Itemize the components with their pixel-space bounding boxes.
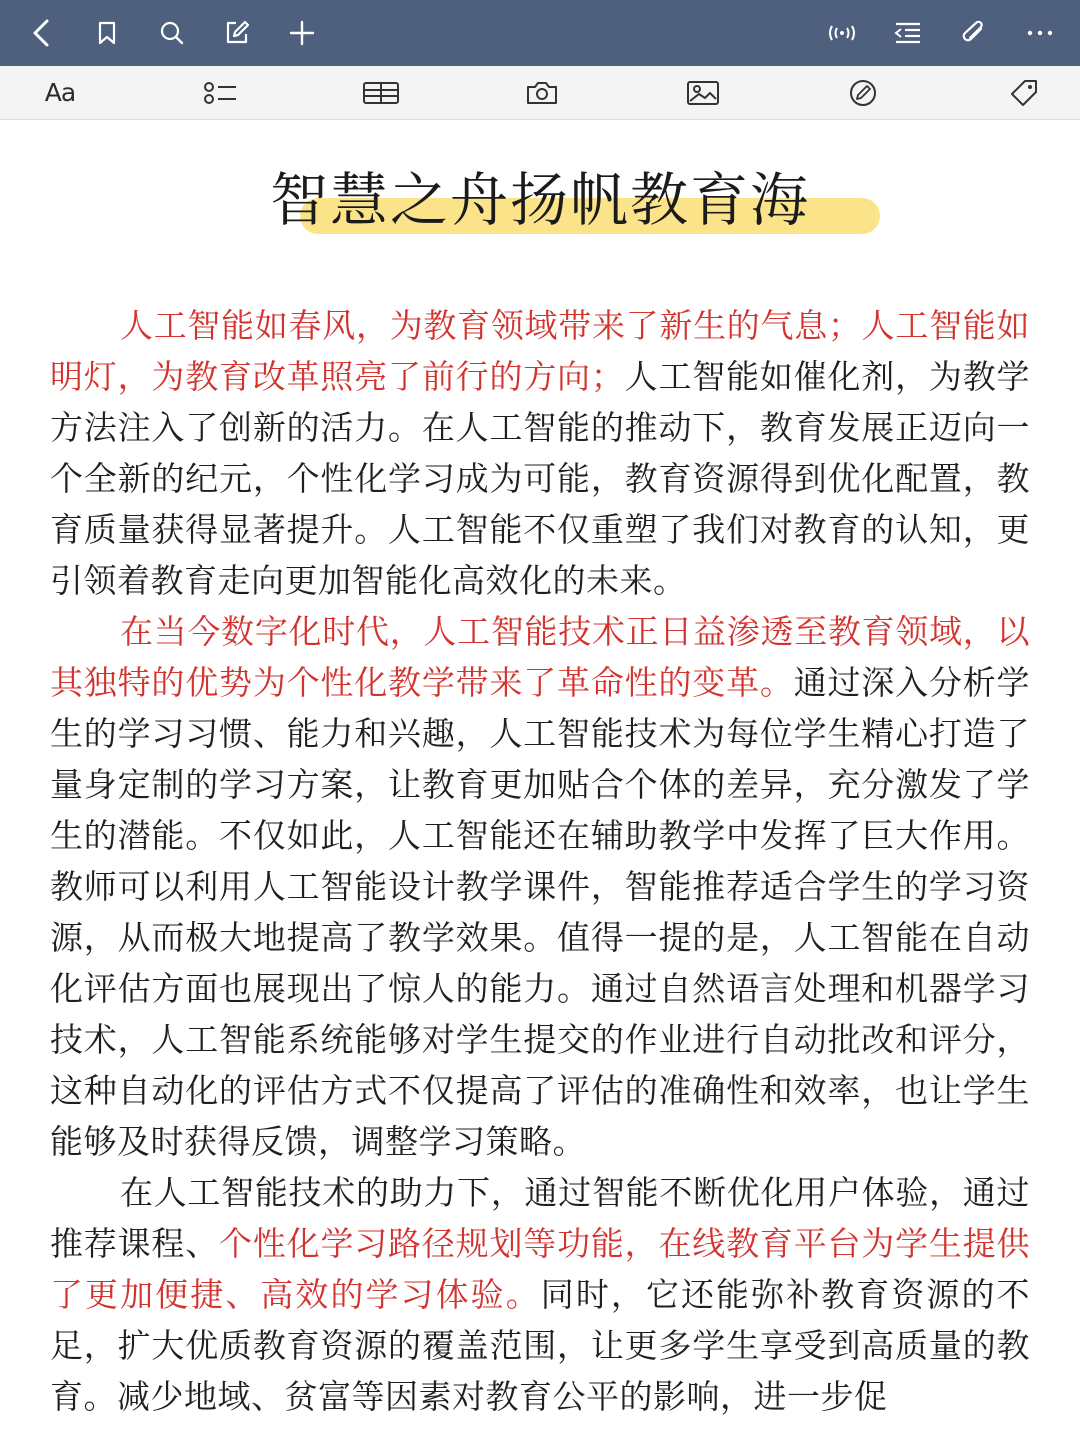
outdent-button[interactable] bbox=[888, 13, 928, 53]
top-right-actions bbox=[796, 13, 1060, 53]
tag-icon bbox=[1009, 78, 1039, 108]
highlighted-text: 在当今数字化时代，人工智能技术正日益渗透至教育领域，以其独特的优势为个性化教学带来了革命性的变革。 bbox=[50, 612, 1030, 702]
more-button[interactable] bbox=[1020, 13, 1060, 53]
note-body bbox=[50, 300, 1030, 1422]
attachment-button[interactable] bbox=[954, 13, 994, 53]
search-button[interactable] bbox=[152, 13, 192, 53]
back-button[interactable] bbox=[22, 13, 62, 53]
draw-button[interactable] bbox=[841, 73, 885, 113]
checklist-button[interactable] bbox=[199, 73, 243, 113]
image-button[interactable] bbox=[681, 73, 725, 113]
title-area bbox=[50, 160, 1030, 240]
pen-circle-icon bbox=[848, 78, 878, 108]
highlighted-text: 人工智能如春风，为教育领域带来了新生的气息；人工智能如明灯，为教育改革照亮了前行的方向； bbox=[50, 306, 1030, 396]
search-icon bbox=[159, 20, 185, 46]
camera-icon bbox=[525, 80, 559, 106]
top-navigation-bar bbox=[0, 0, 1080, 66]
camera-button[interactable] bbox=[520, 73, 564, 113]
audio-button[interactable] bbox=[822, 13, 862, 53]
checklist-icon bbox=[203, 80, 239, 106]
attachment-icon bbox=[960, 19, 988, 47]
paragraph-3 bbox=[50, 1167, 1030, 1422]
edit-button[interactable] bbox=[217, 13, 257, 53]
paragraph-text: 同时，它还能弥补教育资源的不足，扩大优质教育资源的覆盖范围，让更多学生享受到高质量的教育。减少地域、贫富等因素对教育公平的影响，进一步促 bbox=[50, 1275, 1031, 1416]
paragraph-text: 人工智能如催化剂，为教学方法注入了创新的活力。在人工智能的推动下，教育发展正迈向一个全新的纪元，个性化学习成为可能，教育资源得到优化配置，教育质量获得显著提升。人工智能不仅重塑了我们对教育的认知，更引领着教育走向更加智能化高效化的未来。 bbox=[50, 357, 1031, 600]
highlighted-text: 个性化学习路径规划等功能，在线教育平台为学生提供了更加便捷、高效的学习体验。 bbox=[50, 1224, 1031, 1314]
font-format-button[interactable] bbox=[38, 73, 82, 113]
tag-button[interactable] bbox=[1002, 73, 1046, 113]
bookmark-button[interactable] bbox=[87, 13, 127, 53]
paragraph-2 bbox=[50, 606, 1030, 1167]
outdent-icon bbox=[893, 21, 923, 45]
bookmark-icon bbox=[96, 20, 118, 46]
more-icon bbox=[1026, 29, 1054, 37]
note-content[interactable] bbox=[0, 160, 1080, 1422]
table-icon bbox=[362, 81, 400, 105]
add-button[interactable] bbox=[282, 13, 322, 53]
edit-icon bbox=[223, 19, 251, 47]
note-title: 智慧之舟扬帆教育海 bbox=[269, 166, 810, 234]
audio-icon bbox=[825, 23, 859, 43]
table-button[interactable] bbox=[359, 73, 403, 113]
font-format-label: Aa bbox=[44, 78, 76, 107]
top-left-actions bbox=[22, 13, 347, 53]
format-toolbar bbox=[0, 66, 1080, 120]
back-icon bbox=[29, 18, 55, 48]
plus-icon bbox=[288, 19, 316, 47]
paragraph-text: 在人工智能技术的助力下，通过智能不断优化用户体验，通过推荐课程、 bbox=[50, 1173, 1030, 1263]
paragraph-1 bbox=[50, 300, 1030, 606]
paragraph-text: 通过深入分析学生的学习习惯、能力和兴趣，人工智能技术为每位学生精心打造了量身定制的学习方案，让教育更加贴合个体的差异，充分激发了学生的潜能。不仅如此，人工智能还在辅助教学中发挥了巨大作用。教师可以利用人工智能设计教学课件，智能推荐适合学生的学习资源，从而极大地提高了教学效果。值得一提的是，人工智能在自动化评估方面也展现出了惊人的能力。通过自然语言处理和机器学习技术，人工智能系统能够对学生提交的作业进行自动批改和评分，这种自动化的评估方式不仅提高了评估的准确性和效率，也让学生能够及时获得反馈，调整学习策略。 bbox=[50, 663, 1031, 1161]
image-icon bbox=[686, 80, 720, 106]
